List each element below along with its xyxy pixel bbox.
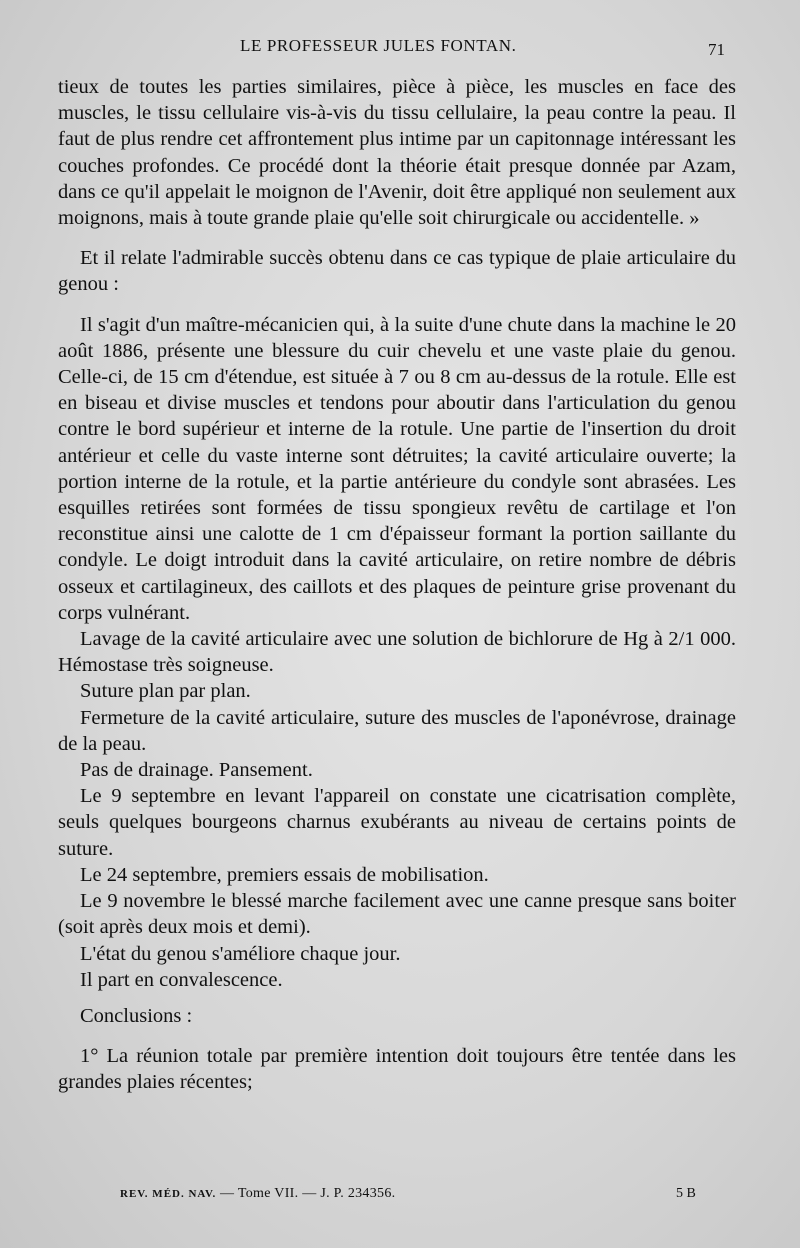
paragraph-continuation: tieux de toutes les parties similaires, pièce à pièce, les muscles en face des muscles, le tissu cellulaire vis-à-vis du tissu cellulaire, la peau contre la peau. Il faut de plus rendre cet affrontement plus intime par un capitonnage intéressant les couches profondes. Ce procédé dont la théorie était presque donnée par Azam, dans ce qu'il appelait le moignon de l'Avenir, doit être appliqué non seulement aux moignons, mais à toute grande plaie qu'elle soit chirurgicale ou accidentelle. » <box>58 76 736 230</box>
page-number: 71 <box>708 40 725 59</box>
signature-mark: 5 B <box>676 1186 696 1201</box>
paragraph-pansement: Pas de drainage. Pansement. <box>80 759 313 782</box>
page-footer <box>0 1186 800 1210</box>
paragraph-fermeture: Fermeture de la cavité articulaire, suture des muscles de l'aponévrose, drainage de la peau. <box>58 706 736 755</box>
footer-citation <box>120 1186 395 1202</box>
journal-abbrev: REV. MÉD. NAV. <box>120 1188 217 1200</box>
running-head <box>0 36 800 60</box>
paragraph-intro-case: Et il relate l'admirable succès obtenu dans ce cas typique de plaie articulaire du genou : <box>58 247 736 296</box>
paragraph-mobilisation: Le 24 septembre, premiers essais de mobilisation. <box>80 863 489 886</box>
paragraph-case-description: Il s'agit d'un maître-mécanicien qui, à la suite d'une chute dans la machine le 20 août 1886, présente une blessure du cuir chevelu et une vaste plaie du genou. Celle-ci, de 15 cm d'étendue, est située à 7 ou 8 cm au-dessus de la rotule. Elle est en biseau et divise muscles et tendons pour aboutir dans l'articulation du genou contre le bord supérieur et interne de la rotule. Une partie de l'insertion du droit antérieur et celle du vaste interne sont détruites; la cavité articulaire ouverte; la portion interne de la rotule, et la partie antérieure du condyle sont abrasées. Les esquilles retirées sont formées de tissu spongieux revêtu de cartilage et l'on reconstitue ainsi une calotte de 1 cm d'épaisseur formant la portion saillante du condyle. Le doigt introduit dans la cavité articulaire, on retire nombre de débris osseux et cartilagineux, des caillots et des plaques de peinture grise provenant du corps vulnérant. <box>58 313 736 624</box>
paragraph-etat-genou: L'état du genou s'améliore chaque jour. <box>80 942 401 965</box>
volume-text: — Tome VII. — J. P. 234356. <box>220 1186 396 1201</box>
paragraph-suture: Suture plan par plan. <box>80 680 251 703</box>
body-text <box>58 74 736 1096</box>
paragraph-convalescence: Il part en convalescence. <box>80 968 283 991</box>
paragraph-marche: Le 9 novembre le blessé marche facilement avec une canne presque sans boiter (soit après deux mois et demi). <box>58 890 736 939</box>
paragraph-lavage: Lavage de la cavité articulaire avec une solution de bichlorure de Hg à 2/1 000. Hémostase très soigneuse. <box>58 628 736 677</box>
conclusion-item-1: 1° La réunion totale par première intention doit toujours être tentée dans les grandes plaies récentes; <box>58 1045 736 1094</box>
paragraph-cicatrisation: Le 9 septembre en levant l'appareil on constate une cicatrisation complète, seuls quelques bourgeons charnus exubérants au niveau de certains points de suture. <box>58 785 736 860</box>
running-title: LE PROFESSEUR JULES FONTAN. <box>240 36 517 55</box>
conclusions-heading: Conclusions : <box>80 1004 193 1027</box>
